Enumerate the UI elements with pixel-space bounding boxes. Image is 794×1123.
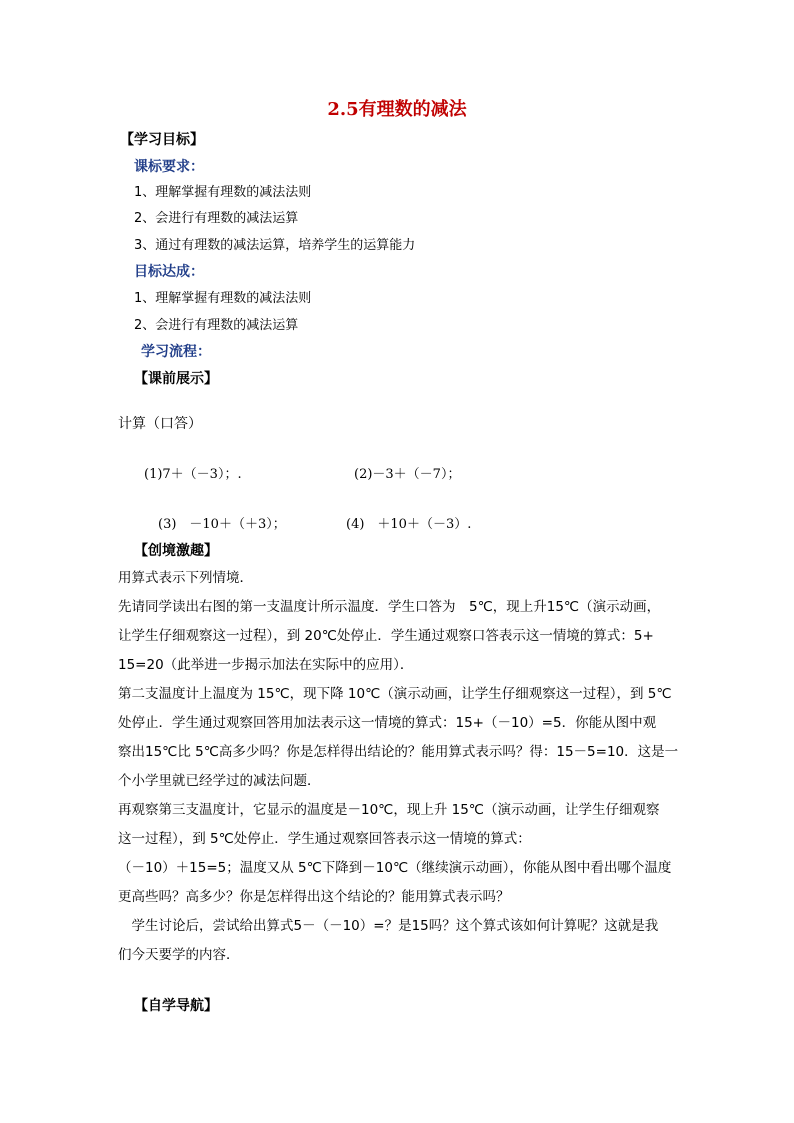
scenario-header: 【创境激趣】 [134,543,218,559]
preview-header: 【课前展示】 [134,371,218,387]
scenario-body [118,564,678,970]
scenario-line: 第二支温度计上温度为 15℃，现下降 10℃（演示动画，让学生仔细观察这一过程），到 5℃ [118,686,672,702]
curriculum-item: 1、理解掌握有理数的减法法则 [134,185,312,200]
objectives-header: 【学习目标】 [120,132,204,148]
curriculum-item: 2、会进行有理数的减法运算 [134,211,299,226]
scenario-line: 学生讨论后，尝试给出算式5－（－10）=？是15吗？这个算式该如何计算呢？这就是我 [118,918,659,934]
goal-item: 2、会进行有理数的减法运算 [134,318,299,333]
scenario-line: 先请同学读出右图的第一支温度计所示温度．学生口答为 5℃，现上升15℃（演示动画， [118,599,661,615]
exercise-1: (1)7＋（－3）；. [144,467,242,482]
page-title: 2.5有理数的减法 [327,99,467,120]
curriculum-item: 3、通过有理数的减法运算，培养学生的运算能力 [134,238,416,253]
scenario-line: 再观察第三支温度计，它显示的温度是－10℃，现上升 15℃（演示动画，让学生仔细观察 [118,802,660,818]
scenario-line: 察出15℃比 5℃高多少吗？你是怎样得出结论的？能用算式表示吗？得：15－5=10．这是一 [118,744,679,760]
curriculum-requirements-label: 课标要求： [134,159,204,175]
scenario-line: 让学生仔细观察这一过程），到 20℃处停止．学生通过观察口答表示这一情境的算式：5+ [118,628,654,644]
scenario-line: 们今天要学的内容． [118,947,240,963]
goal-item: 1、理解掌握有理数的减法法则 [134,291,312,306]
scenario-line: 个小学里就已经学过的减法问题． [118,773,321,789]
self-study-header: 【自学导航】 [134,998,218,1014]
exercise-2: (2)－3＋（－7）； [354,467,461,482]
scenario-line: 这一过程），到 5℃处停止．学生通过观察回答表示这一情境的算式： [118,831,531,847]
scenario-line: 15=20（此举进一步揭示加法在实际中的应用）． [118,657,414,673]
scenario-line: 用算式表示下列情境． [118,570,253,586]
calc-intro: 计算（口答） [118,416,202,432]
scenario-line: 处停止．学生通过观察回答用加法表示这一情境的算式：15+（－10）=5．你能从图中观 [118,715,657,731]
exercise-3: (3) －10＋（＋3）； [158,517,286,532]
learning-flow-label: 学习流程： [141,344,211,360]
goals-label: 目标达成： [134,264,204,280]
scenario-line: 更高些吗？高多少？你是怎样得出这个结论的？能用算式表示吗？ [118,889,510,905]
scenario-line: （－10）＋15=5；温度又从 5℃下降到－10℃（继续演示动画），你能从图中看出哪个温度 [118,860,672,876]
exercise-4: (4) ＋10＋（－3）. [346,517,472,532]
